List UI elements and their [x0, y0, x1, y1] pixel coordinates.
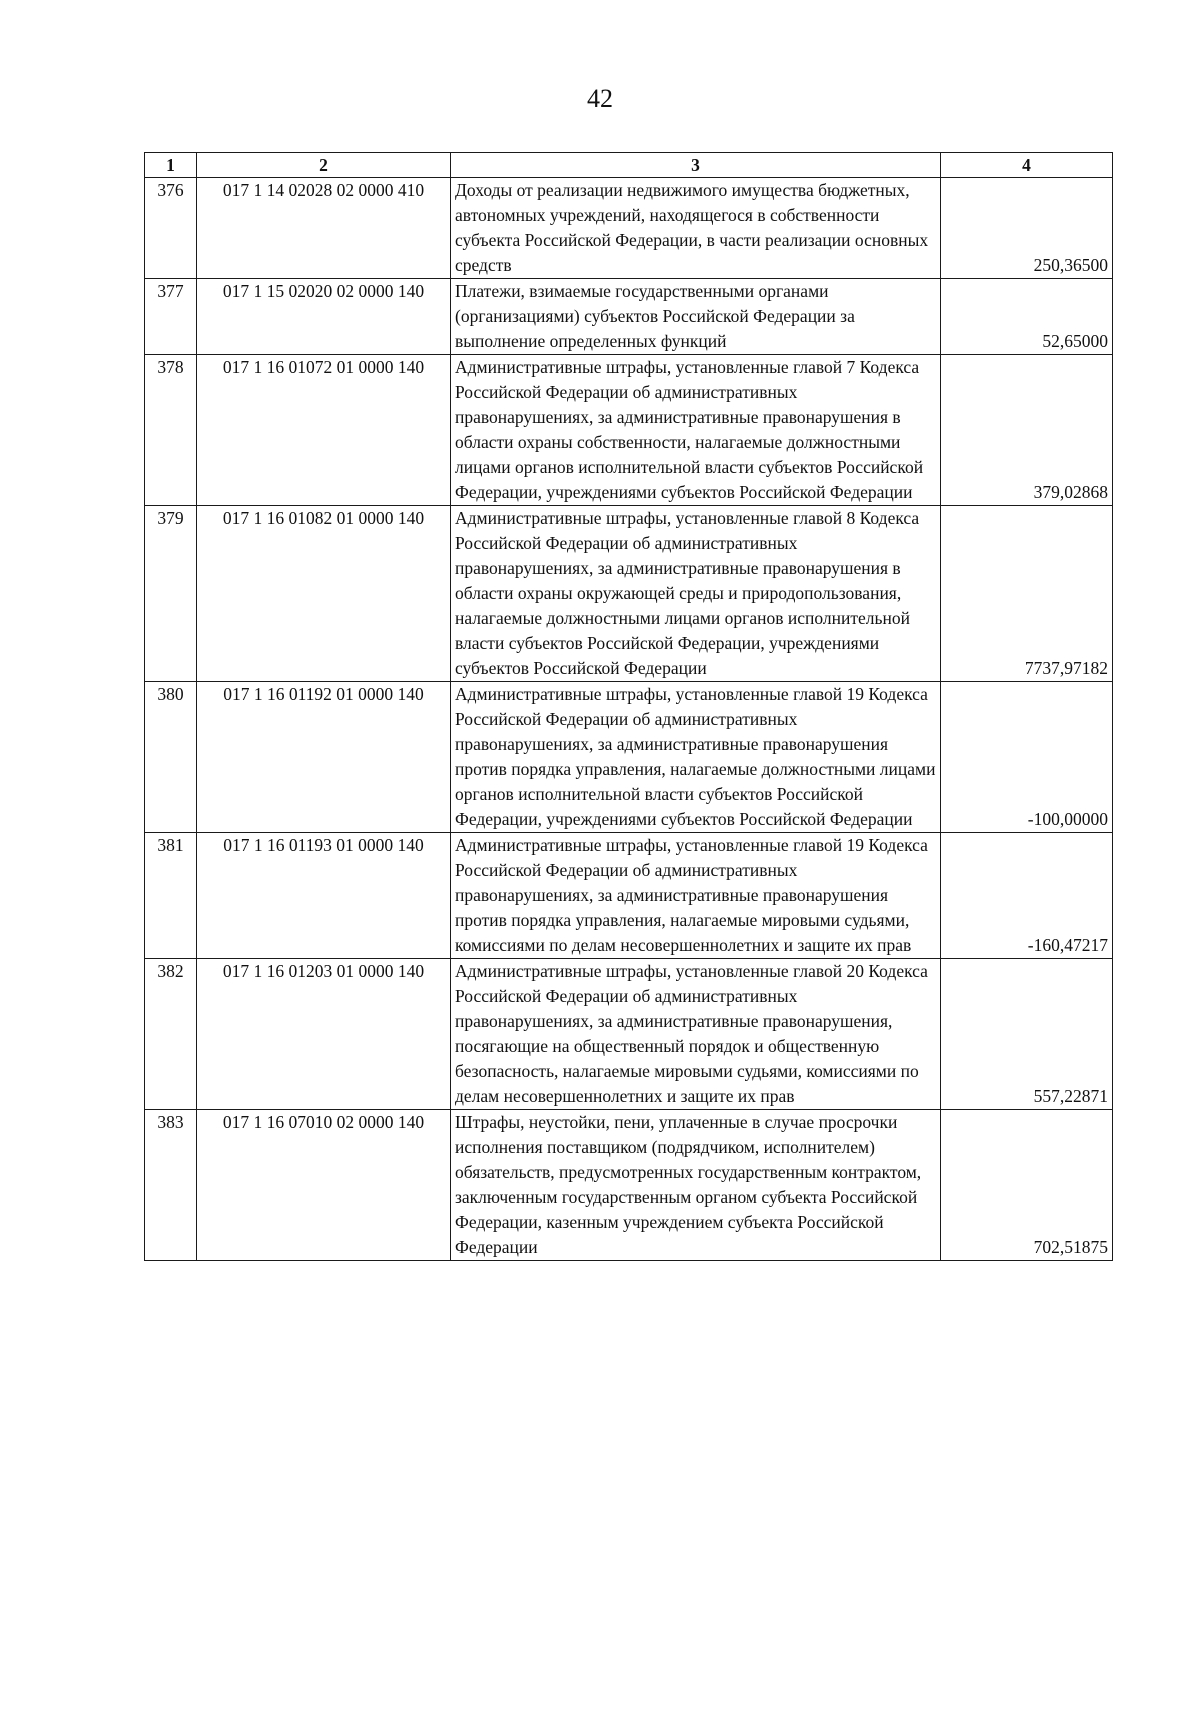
- revenue-name: Штрафы, неустойки, пени, уплаченные в случае просрочки исполнения поставщиком (подрядчиком, исполнителем) обязательств, предусмотренных государственным контрактом, заключенным государственным органом субъекта Российской Федерации, казенным учреждением субъекта Российской Федерации: [451, 1110, 941, 1261]
- revenue-name: Платежи, взимаемые государственными органами (организациями) субъектов Российской Федерации за выполнение определенных функций: [451, 279, 941, 355]
- amount: 7737,97182: [941, 506, 1113, 682]
- revenue-name: Доходы от реализации недвижимого имущества бюджетных, автономных учреждений, находящегося в собственности субъекта Российской Федерации, в части реализации основных средств: [451, 178, 941, 279]
- row-number: 377: [145, 279, 197, 355]
- revenue-name: Административные штрафы, установленные главой 20 Кодекса Российской Федерации об административных правонарушениях, за административные правонарушения, посягающие на общественный порядок и общественную безопасность, налагаемые мировыми судьями, комиссиями по делам несовершеннолетних и защите их прав: [451, 959, 941, 1110]
- table-row: [145, 682, 1113, 833]
- header-col-2: 2: [197, 153, 451, 178]
- table-row: [145, 355, 1113, 506]
- row-number: 376: [145, 178, 197, 279]
- amount: 557,22871: [941, 959, 1113, 1110]
- amount: 52,65000: [941, 279, 1113, 355]
- table-row: [145, 506, 1113, 682]
- amount: 250,36500: [941, 178, 1113, 279]
- row-number: 380: [145, 682, 197, 833]
- budget-revenue-table: [144, 152, 1113, 1261]
- row-number: 382: [145, 959, 197, 1110]
- table-header-row: [145, 153, 1113, 178]
- budget-code: 017 1 16 01203 01 0000 140: [197, 959, 451, 1110]
- budget-code: 017 1 16 07010 02 0000 140: [197, 1110, 451, 1261]
- amount: -100,00000: [941, 682, 1113, 833]
- page-number: 42: [587, 84, 613, 113]
- header-col-4: 4: [941, 153, 1113, 178]
- amount: -160,47217: [941, 833, 1113, 959]
- revenue-name: Административные штрафы, установленные главой 7 Кодекса Российской Федерации об административных правонарушениях, за административные правонарушения в области охраны собственности, налагаемые должностными лицами органов исполнительной власти субъектов Российской Федерации, учреждениями субъектов Российской Федерации: [451, 355, 941, 506]
- table-row: [145, 178, 1113, 279]
- row-number: 381: [145, 833, 197, 959]
- budget-code: 017 1 16 01192 01 0000 140: [197, 682, 451, 833]
- budget-code: 017 1 14 02028 02 0000 410: [197, 178, 451, 279]
- revenue-name: Административные штрафы, установленные главой 8 Кодекса Российской Федерации об административных правонарушениях, за административные правонарушения в области охраны окружающей среды и природопользования, налагаемые должностными лицами органов исполнительной власти субъектов Российской Федерации, учреждениями субъектов Российской Федерации: [451, 506, 941, 682]
- header-col-1: 1: [145, 153, 197, 178]
- table-row: [145, 279, 1113, 355]
- table-row: [145, 833, 1113, 959]
- revenue-name: Административные штрафы, установленные главой 19 Кодекса Российской Федерации об административных правонарушениях, за административные правонарушения против порядка управления, налагаемые должностными лицами органов исполнительной власти субъектов Российской Федерации, учреждениями субъектов Российской Федерации: [451, 682, 941, 833]
- budget-code: 017 1 16 01072 01 0000 140: [197, 355, 451, 506]
- revenue-name: Административные штрафы, установленные главой 19 Кодекса Российской Федерации об административных правонарушениях, за административные правонарушения против порядка управления, налагаемые мировыми судьями, комиссиями по делам несовершеннолетних и защите их прав: [451, 833, 941, 959]
- budget-code: 017 1 15 02020 02 0000 140: [197, 279, 451, 355]
- row-number: 378: [145, 355, 197, 506]
- table-row: [145, 1110, 1113, 1261]
- budget-code: 017 1 16 01082 01 0000 140: [197, 506, 451, 682]
- amount: 702,51875: [941, 1110, 1113, 1261]
- row-number: 379: [145, 506, 197, 682]
- row-number: 383: [145, 1110, 197, 1261]
- header-col-3: 3: [451, 153, 941, 178]
- amount: 379,02868: [941, 355, 1113, 506]
- budget-code: 017 1 16 01193 01 0000 140: [197, 833, 451, 959]
- table-row: [145, 959, 1113, 1110]
